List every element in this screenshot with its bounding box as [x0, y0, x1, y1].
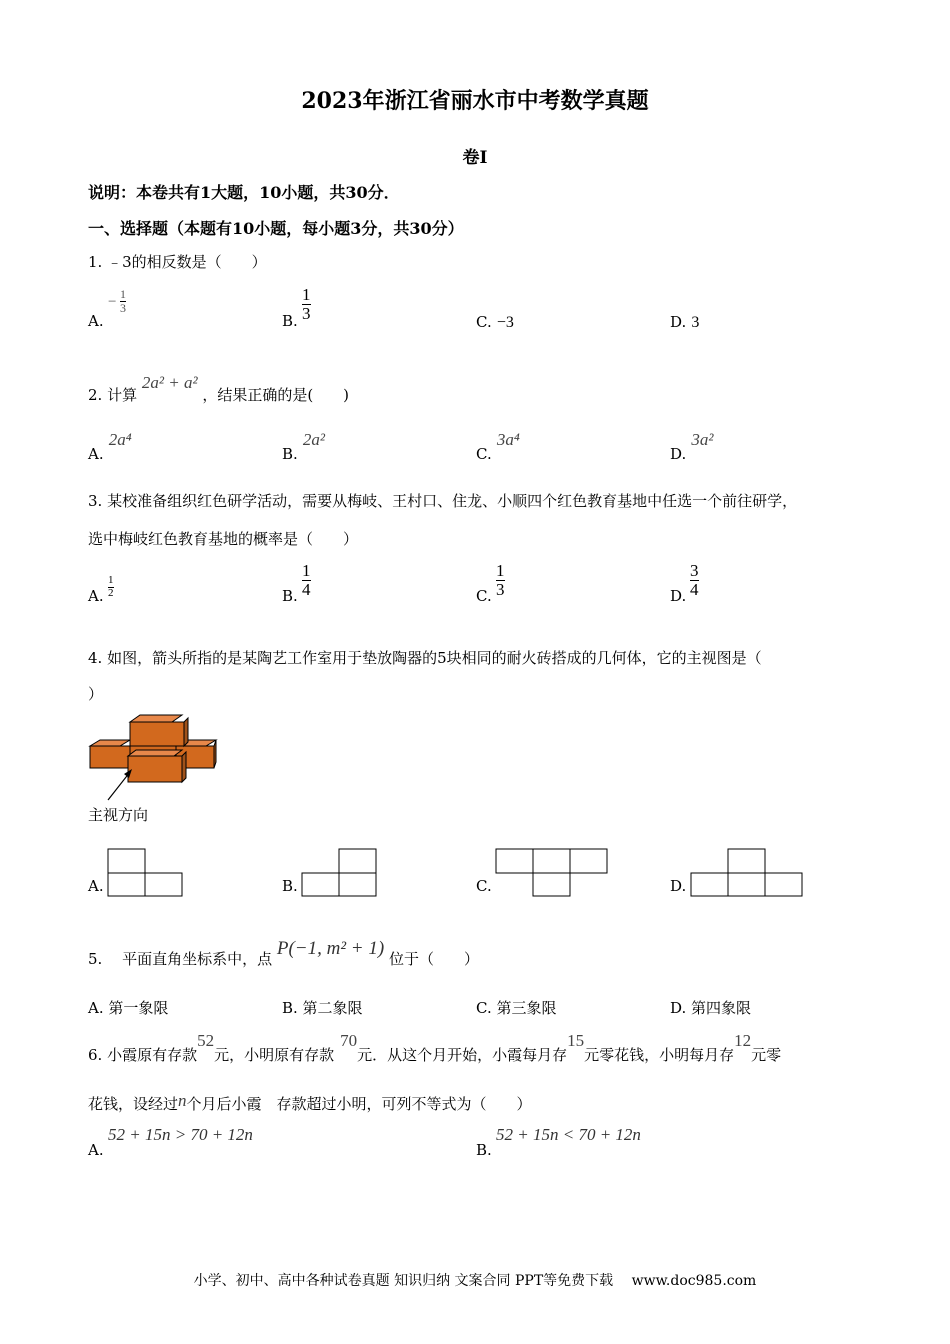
q1-option-c[interactable] [476, 312, 514, 332]
q4-stem-line1: 4. 如图，箭头所指的是某陶艺工作室用于垫放陶器的5块相同的耐火砖搭成的几何体，它的主视图是（ [88, 649, 762, 667]
q2-b-value: 2a² [302, 430, 325, 449]
q5-option-d[interactable]: D. 第四象限 [670, 999, 752, 1017]
page-footer: 小学、初中、高中各种试卷真题 知识归纳 文案合同 PPT等免费下载 www.doc985.com [193, 1273, 757, 1289]
q4-option-a-view[interactable] [107, 848, 185, 898]
q1-d-label: D. [670, 313, 687, 331]
brick-left-front [90, 746, 130, 768]
q2-option-c[interactable]: C. 3a⁴ [476, 430, 520, 463]
brick-right-side [214, 740, 216, 768]
brick-top-side [184, 718, 188, 746]
q5-option-a[interactable]: A. 第一象限 [88, 999, 169, 1017]
q2-option-b[interactable]: B. 2a² [282, 430, 325, 463]
q1-stem: 1. ﹣3的相反数是（ ） [88, 253, 267, 271]
q1-c-label: C. [476, 313, 492, 331]
q4-b-label[interactable]: B. [282, 877, 298, 895]
brick-front-top [128, 750, 182, 756]
q3-a-fraction: 1 2 [108, 574, 114, 599]
q6-stem-line2: 花钱，设经过n个月后小霞 存款超过小明，可列不等式为（ ） [88, 1091, 532, 1113]
q6-a-inequality: 52 + 15n > 70 + 12n [108, 1125, 253, 1144]
q2-d-value: 3a² [691, 430, 714, 449]
q5-point: P(−1, m² + 1) [276, 938, 385, 959]
section-heading: 一、选择题（本题有10小题，每小题3分，共30分） [88, 219, 464, 238]
q3-d-fraction: 3 4 [690, 561, 699, 599]
q4-a-label[interactable]: A. [88, 877, 104, 895]
q2-c-value: 3a⁴ [496, 430, 520, 449]
q2-stem: 2. 计算 2a² + a² ，结果正确的是( ) [88, 373, 350, 404]
q1-c-value: −3 [496, 314, 514, 331]
q1-a-sign: − [108, 294, 117, 310]
q1-a-label: A. [88, 312, 104, 330]
brick-left-top [90, 740, 130, 746]
q5-option-b[interactable]: B. 第二象限 [282, 999, 363, 1017]
q1-a-fraction: 1 3 [120, 287, 126, 315]
q3-b-fraction: 1 4 [302, 561, 311, 599]
q6-stem-line1: 6. 小霞原有存款52元，小明原有存款70元．从这个月开始，小霞每月存15元零花钱，小明每月存12元零 [88, 1031, 782, 1064]
q4-d-label[interactable]: D. [670, 877, 687, 895]
q4-c-label[interactable]: C. [476, 877, 492, 895]
volume-label: 卷Ⅰ [462, 148, 488, 168]
page-title: 2023年浙江省丽水市中考数学真题 [301, 88, 649, 114]
q2-option-a[interactable]: A. 2a⁴ [88, 430, 132, 463]
q3-stem-line1: 3. 某校准备组织红色研学活动，需要从梅岐、王村口、住龙、小顺四个红色教育基地中任选一个前往研学， [88, 492, 798, 510]
q4-stem-line2: ） [88, 685, 104, 703]
q1-d-value: 3 [691, 314, 700, 331]
q2-option-d[interactable]: D. 3a² [670, 430, 714, 463]
brick-top-front [130, 722, 184, 746]
q3-c-fraction: 1 3 [496, 561, 505, 599]
brick-front-side [182, 752, 186, 782]
q5-stem: 5. 平面直角坐标系中，点 P(−1, m² + 1) 位于（ ） [88, 938, 479, 968]
q6-b-inequality: 52 + 15n < 70 + 12n [496, 1125, 641, 1144]
brick-front-front [128, 756, 182, 782]
q5-option-c[interactable]: C. 第三象限 [476, 999, 557, 1017]
q1-b-label: B. [282, 312, 298, 330]
q3-stem-line2: 选中梅岐红色教育基地的概率是（ ） [88, 530, 359, 548]
q2-a-value: 2a⁴ [108, 430, 132, 449]
q4-option-c-view[interactable] [495, 848, 611, 898]
q4-caption: 主视方向 [88, 806, 149, 824]
instructions-note: 说明：本卷共有1大题，10小题，共30分． [88, 183, 400, 202]
q2-expression: 2a² + a² [141, 373, 198, 392]
q1-b-fraction: 1 3 [302, 285, 311, 323]
brick-top-top [130, 715, 182, 722]
q1-option-d[interactable] [670, 312, 699, 332]
q4-option-d-view[interactable] [690, 848, 806, 898]
brick-figure [88, 712, 220, 802]
q4-option-b-view[interactable] [301, 848, 379, 898]
view-arrow [108, 772, 130, 800]
